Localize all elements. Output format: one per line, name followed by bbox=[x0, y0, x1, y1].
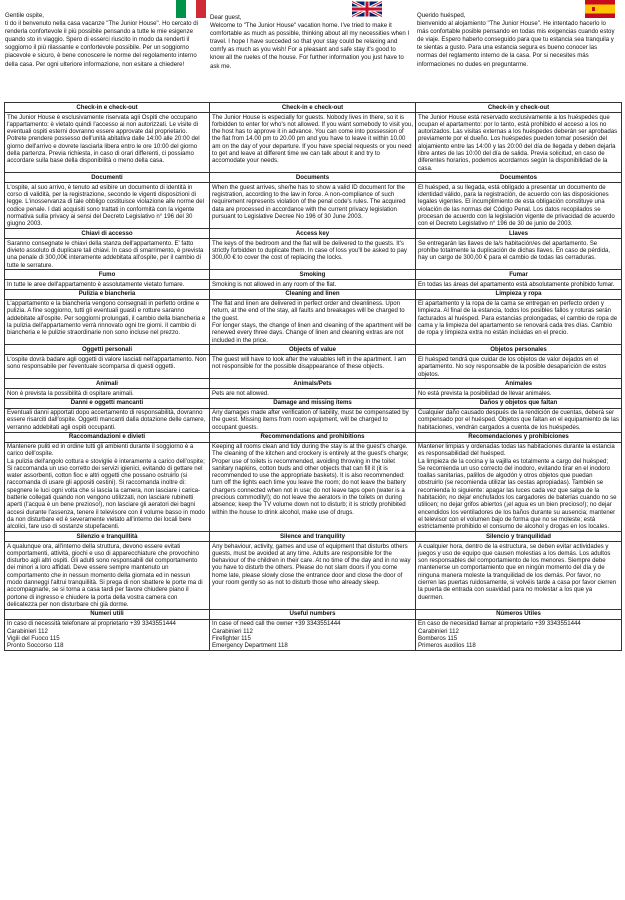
section-text-es: The Junior House está reservado exclusivamente a los huéspedes que ocupan el apartamento: por lo tanto, está prohibido el acceso a los no autorizados. Las visitas externas a los huéspedes deberán ser aprobadas previamente por el dueño. Los huéspedes pueden tomar posesión del alojamiento entre las 14:00 y las 20:00 del día de llegada y deben dejarla libre antes de las 10:00 del día de salida. Previa solicitud, en caso de diferentes horarios, podemos acordarnos según la disponibilidad de la casa. bbox=[416, 113, 622, 173]
uk-flag-icon bbox=[352, 0, 382, 18]
section-title-es: Objetos personales bbox=[416, 345, 622, 355]
section-body-row bbox=[5, 280, 622, 289]
greeting-en: Dear guest, bbox=[210, 14, 242, 21]
section-title-en: Objects of value bbox=[210, 345, 416, 355]
section-title-es: Animales bbox=[416, 379, 622, 389]
section-title-en: Silence and tranquility bbox=[210, 532, 416, 542]
section-title-es: Llaves bbox=[416, 229, 622, 239]
spain-flag-icon bbox=[585, 0, 615, 18]
section-title-it: Oggetti personali bbox=[5, 345, 210, 355]
section-title-en: Smoking bbox=[210, 270, 416, 280]
intro-section bbox=[0, 0, 625, 102]
section-text-it: In caso di necessità telefonare al proprietario +39 3343551444 Carabinieri 112 Vigili del Fuoco 115 Pronto Soccorso 118 bbox=[5, 619, 210, 650]
section-title-it: Pulizia e biancheria bbox=[5, 289, 210, 299]
section-text-en: Pets are not allowed. bbox=[210, 389, 416, 398]
section-text-es: Se entregarán las llaves de la/s habitación/es del apartamento. Se prohíbe totalmente la duplicación de dichas llaves. En caso de pérdida, hay un cargo de 300,00 € para el cambio de todas las cerraduras. bbox=[416, 239, 622, 270]
section-text-es: Cualquier daño causado después de la rendición de cuentas, deberá ser compensado por el huésped. Objetos que faltan en el equipamiento de las habitaciones, vendrán cargados a cuenta de los huéspedes. bbox=[416, 408, 622, 432]
section-text-it: L'ospite, al suo arrivo, è tenuto ad esibire un documento di identità in corso di validità, per la registrazione, secondo le vigenti disposizioni di legge. L'inosservanza di tale obbligo costituisce violazione alle norme del codice penale. I dati acquisiti sono trattati in conformità con la vigente normativa sulla privacy ai sensi del Decreto Legislativo n° 196 del 30 giugno 2003. bbox=[5, 183, 210, 229]
section-text-it: Eventuali danni apportati dopo accertamento di responsabilità, dovranno essere risarciti dall'ospite. Oggetti mancanti dalla dotazione delle camere, verranno addebitati agli ospiti occupanti. bbox=[5, 408, 210, 432]
section-body-row bbox=[5, 542, 622, 610]
section-text-en: The flat and linen are delivered in perfect order and cleanliness. Upon return, at the end of the stay, all faults and breakages will be charged to the guest. For longer stays, the change of linen and cleaning of the apartment will be renewed every three days. Change of linen and cleaning extras are not included in the price. bbox=[210, 299, 416, 345]
section-header-row bbox=[5, 398, 622, 408]
section-title-it: Danni e oggetti mancanti bbox=[5, 398, 210, 408]
section-header-row bbox=[5, 289, 622, 299]
section-title-es: Limpieza y ropa bbox=[416, 289, 622, 299]
section-text-en: Keeping all rooms clean and tidy during the stay is at the guest's charge. The cleaning of the kitchen and crockery is entirely at the guest's charge; Proper use of toilets is recommended, avoiding throwing in the toilet sanitary napkins, cotton buds and other objects that can fill it (it is recommended to use the appropriate baskets). It is also recommended: turn off the lights each time you leave the room; do not leave the battery chargers connected when not in use; do not leave taps open (water is a precious commodity!); do not leave the aerators in the toilets on during absence; keep the TV volume down not to disturb; it is strictly prohibited within the house to drink alcohol, make use of drugs. bbox=[210, 442, 416, 532]
section-header-row bbox=[5, 379, 622, 389]
section-text-en: Any behaviour, activity, games and use of equipment that disturbs others guests, must be avoided at any time. Adults are responsible for the behaviour of the children in their care. At no time of the day and in no way you have to disturb the others. Please do not slam doors if you come home late, please slowly close the entrance door and close the door of your room gently so as not to disturb those who already sleep. bbox=[210, 542, 416, 610]
section-header-row bbox=[5, 173, 622, 183]
section-text-en: Smoking is not allowed in any room of the flat. bbox=[210, 280, 416, 289]
section-text-es: A cualquier hora, dentro de la estructura, se deben evitar actividades y juegos y uso de equipo que causen molestias a los demás. Los adultos son responsables del comportamiento de los menores. Siempre debe mantenerse un comportamiento que en ningún momento del día y de ninguna manera moleste la tranquilidad de los demás. Por favor, no cierren las puertas ruidosamente, si volvéis tarde a casa por favor cierren la puerta de entrada con suavidad para no molestar a los que ya duermen. bbox=[416, 542, 622, 610]
section-title-it: Silenzio e tranquillità bbox=[5, 532, 210, 542]
section-text-es: No está prevista la posibilidad de llevar animales. bbox=[416, 389, 622, 398]
section-text-en: The guest will have to look after the valuables left in the apartment. I am not responsible for the possible disappearance of these objects. bbox=[210, 355, 416, 379]
section-title-es: Daños y objetos que faltan bbox=[416, 398, 622, 408]
section-text-it: The Junior House è esclusivamente riservata agli Ospiti che occupano l'appartamento: è vietato quindi l'accesso ai non autorizzati. Le visite di eventuali ospiti esterni dovranno essere approvate dal proprietario. Potrete prendere possesso dell'unità abitativa dalle 14:00 alle 20:00 del giorno dell'arrivo e dovrete lasciarla libera entro le ore 10:00 del giorno della partenza. Previa richiesta, in caso di orari differenti, ci possiamo accordare sulla base della disponibilità o meno della casa. bbox=[5, 113, 210, 173]
section-header-row bbox=[5, 270, 622, 280]
section-text-es: El huésped, a su llegada, está obligado a presentar un documento de identidad válido, para la registración, de acuerdo con las disposiciones legales vigentes. El incumplimiento de esta obligación constituye una violación de las normas del Código Penal. Los datos recopilados se procesan de acuerdo con la legislación vigente de privacidad de acuerdo con el Decreto Legislativo n° 196 de 30 de junio de 2003. bbox=[416, 183, 622, 229]
section-title-en: Documents bbox=[210, 173, 416, 183]
section-text-es: Mantener limpias y ordenadas todas las habitaciones durante la estancia es responsabilidad del huésped. La limpieza de la cocina y la vajilla es totalmente a cargo del huésped; Se recomienda un uso correcto del inodoro, evitando tirar en el inodoro toallas sanitarias, palillos de algodón y otros objetos que puedan obstruirlo (se recomienda utilizar las cestas apropiadas). También se recomienda lo siguiente: apagar las luces cada vez que salga de la habitación; no dejar enchufados los cargadores de baterías cuando no se utilicen; no dejar grifos abiertos (¡el agua es un bien precioso!); no dejar encendidos los ventiladores de los baños durante su ausencia; mantener el televisor con el volumen bajo de forma que no se moleste; está estrictamente prohibido el consumo de alcohol y drogas en los locales. bbox=[416, 442, 622, 532]
section-title-es: Números Útiles bbox=[416, 609, 622, 619]
section-title-en: Damage and missing items bbox=[210, 398, 416, 408]
intro-body-it: ti do il benvenuto nella casa vacanze "The Junior House". Ho cercato di renderla confortevole il più possibile pensando a tutte le mie esigenze quando sto in viaggio. Spero di esserci riuscito in modo da renderti il soggiorno il più rilassante e confortevole possibile. Per un soggiorno piacevole e sicuro, è bene conoscere le norme del regolamento interno della casa. Per ogni ulteriore informazione, non esitare a chiedere! bbox=[5, 20, 199, 68]
rules-table bbox=[4, 102, 622, 651]
section-title-es: Fumar bbox=[416, 270, 622, 280]
section-text-it: Mantenere puliti ed in ordine tutti gli ambienti durante il soggiorno è a carico dell'ospite. La pulizia dell'angolo cottura e stoviglie è interamente a carico dell'ospite; Si raccomanda un uso corretto dei servizi igienici, evitando di gettare nel water assorbenti, cotton fioc e altri oggetti che possano ostruirlo (si raccomanda di usare gli appositi cestini). Si raccomanda inoltre di: spegnere le luci ogni volta che si lascia la camera, non lasciare i carica-batterie collegati quando non vengono utilizzati, non lasciare rubinetti aperti (l'acqua è un bene prezioso!), non lasciare gli aeratori dei bagni accesi durante l'assenza, tenere il televisore con il volume basso in modo da non disturbare ed è severamente vietato all'interno dei locali bere alcolici, fare uso di sostanze stupefacenti. bbox=[5, 442, 210, 532]
section-title-en: Check-in e check-out bbox=[210, 103, 416, 113]
section-text-en: The keys of the bedroom and the flat will be delivered to the guests. It's strictly forbidden to duplicate them. In case of loss you'll be asked to pay 300,00 € to cover the cost of replacing the locks. bbox=[210, 239, 416, 270]
section-header-row bbox=[5, 432, 622, 442]
section-body-row bbox=[5, 408, 622, 432]
greeting-es: Querido huésped, bbox=[417, 12, 466, 19]
section-title-en: Cleaning and linen bbox=[210, 289, 416, 299]
section-body-row bbox=[5, 355, 622, 379]
section-header-row bbox=[5, 345, 622, 355]
section-text-es: El huésped tendrá que cuidar de los objetos de valor dejados en el apartamento. No soy responsable de la posible desaparición de estos objetos. bbox=[416, 355, 622, 379]
section-text-es: En caso de necesidad llamar al propietario +39 3343551444 Carabinieri 112 Bomberos 115 Primeros auxilios 118 bbox=[416, 619, 622, 650]
section-text-it: Saranno consegnate le chiavi della stanza dell'appartamento. E' fatto divieto assoluto di duplicare tali chiavi. In caso di smarrimento, è prevista una penale di 300,00€ interamente addebitata all'ospite, per il cambio di tutte le serrature. bbox=[5, 239, 210, 270]
section-title-es: Check-in y check-out bbox=[416, 103, 622, 113]
section-body-row bbox=[5, 442, 622, 532]
intro-body-es: bienvenido al alojamiento "The Junior House". He intentado hacerlo lo más confortable posible pensando en todas mis exigencias cuando estoy de viaje. Espero haberlo conseguido para que tu estancia sea tranquila y te sientas a gusto. Para una estancia segura es bueno conocer las normas del reglamento interno de la casa. Por si necesites más informaciones no dudes en preguntarme. bbox=[417, 20, 615, 68]
section-title-it: Animali bbox=[5, 379, 210, 389]
section-title-it: Chiavi di accesso bbox=[5, 229, 210, 239]
section-title-en: Recommendations and prohibitions bbox=[210, 432, 416, 442]
intro-body-en: Welcome to "The Junior House" vacation home. I've tried to make it comfortable as much as possible, thinking about all my necessities when I travel. I hope I have succeded so that your stay could be relaxing and comfy as much as you wish! For a pleasant and safe stay it's good to know all the rueles of the house. For further information you just have to ask me. bbox=[210, 22, 410, 70]
section-header-row bbox=[5, 609, 622, 619]
section-title-es: Documentos bbox=[416, 173, 622, 183]
italy-flag-icon bbox=[176, 0, 206, 18]
greeting-it: Gentile ospite, bbox=[5, 12, 44, 19]
section-text-it: In tutte le aree dell'appartamento è assolutamente vietato fumare. bbox=[5, 280, 210, 289]
section-title-it: Check-in e check-out bbox=[5, 103, 210, 113]
section-text-es: En todas las áreas del apartamento está absolutamente prohibido fumar. bbox=[416, 280, 622, 289]
section-title-it: Numeri utili bbox=[5, 609, 210, 619]
section-text-en: When the guest arrives, she/he has to show a valid ID document for the registration, according to the law in force. A non-compliance of such requirement represents violation of the penal code's rules. The acquired data are processed in accordance with the current privacy legislation pursuant to Legislative Decree No 196 of 30 June 2003. bbox=[210, 183, 416, 229]
section-text-en: Any damages made after verification of liability, must be compensated by the guest. Missing items from room equipment, will be charged to occupant guests. bbox=[210, 408, 416, 432]
section-title-en: Access key bbox=[210, 229, 416, 239]
section-body-row bbox=[5, 239, 622, 270]
section-text-it: Non è prevista la possibilità di ospitare animali. bbox=[5, 389, 210, 398]
section-text-es: El apartamento y la ropa de la cama se entregan en perfecto orden y limpieza. Al final de la estancia, todos los posibles fallos y roturas serán facturados al huésped. Para estancias prolongadas, el cambio de ropa de cama y la limpieza del apartamento se renovará cada tres días. Cambio de ropa y limpieza extra no están incluidas en el precio. bbox=[416, 299, 622, 345]
section-text-en: The Junior House is especially for guests. Nobody lives in there, so it is forbidden to enter for who's not allowed. If you want somebody to visit you, the host has to approve it in advance. You can come into possession of the flat from 14.00 pm to 20.00 pm and you have to leave it within 10.00 am on the day of your departure. If you have special requests or you need to get and leave at different time we can talk about it and try to accomodate your needs. bbox=[210, 113, 416, 173]
section-body-row bbox=[5, 183, 622, 229]
section-title-it: Raccomandazioni e divieti bbox=[5, 432, 210, 442]
section-title-it: Fumo bbox=[5, 270, 210, 280]
section-text-it: A qualunque ora, all'interno della struttura, devono essere evitati comportamenti, attività, giochi e uso di apparecchiature che provochino disturbo agli altri ospiti. Gli adulti sono responsabili del comportamento dei minori a loro affidati. Deve essere sempre mantenuto un comportamento che in nessun momento della giornata ed in nessun modo danneggi l'altrui tranquillità. Si prega di non sbattere le porte ma di accompagnarle, se si torna a casa tardi per favore chiudere piano il portone di ingresso e chiudere la porta della vostra camera con delicatezza per non disturbare chi già dorme. bbox=[5, 542, 210, 610]
section-header-row bbox=[5, 532, 622, 542]
section-body-row bbox=[5, 113, 622, 173]
section-title-es: Recomendaciones y prohibiciones bbox=[416, 432, 622, 442]
section-text-it: L'ospite dovrà badare agli oggetti di valore lasciati nell'appartamento. Non sono responsabile per l'eventuale scomparsa di questi oggetti. bbox=[5, 355, 210, 379]
section-body-row bbox=[5, 619, 622, 650]
section-title-it: Documenti bbox=[5, 173, 210, 183]
section-body-row bbox=[5, 299, 622, 345]
section-text-it: L'appartamento e la biancheria vengono consegnati in perfetto ordine e pulizia. A fine soggiorno, tutti gli eventuali guasti e rotture saranno addebitate all'ospite. Per soggiorni prolungati, il cambio della biancheria e la pulizia dell'appartamento verrà rinnovato ogni tre giorni. Il cambio di biancheria e le pulizie straordinarie non sono incluse nel prezzo. bbox=[5, 299, 210, 345]
section-header-row bbox=[5, 103, 622, 113]
section-body-row bbox=[5, 389, 622, 398]
section-title-en: Useful numbers bbox=[210, 609, 416, 619]
section-title-es: Silencio y tranquilidad bbox=[416, 532, 622, 542]
section-text-en: In case of need call the owner +39 3343551444 Carabinieri 112 Firefighter 115 Emergency Department 118 bbox=[210, 619, 416, 650]
section-title-en: Animals/Pets bbox=[210, 379, 416, 389]
section-header-row bbox=[5, 229, 622, 239]
